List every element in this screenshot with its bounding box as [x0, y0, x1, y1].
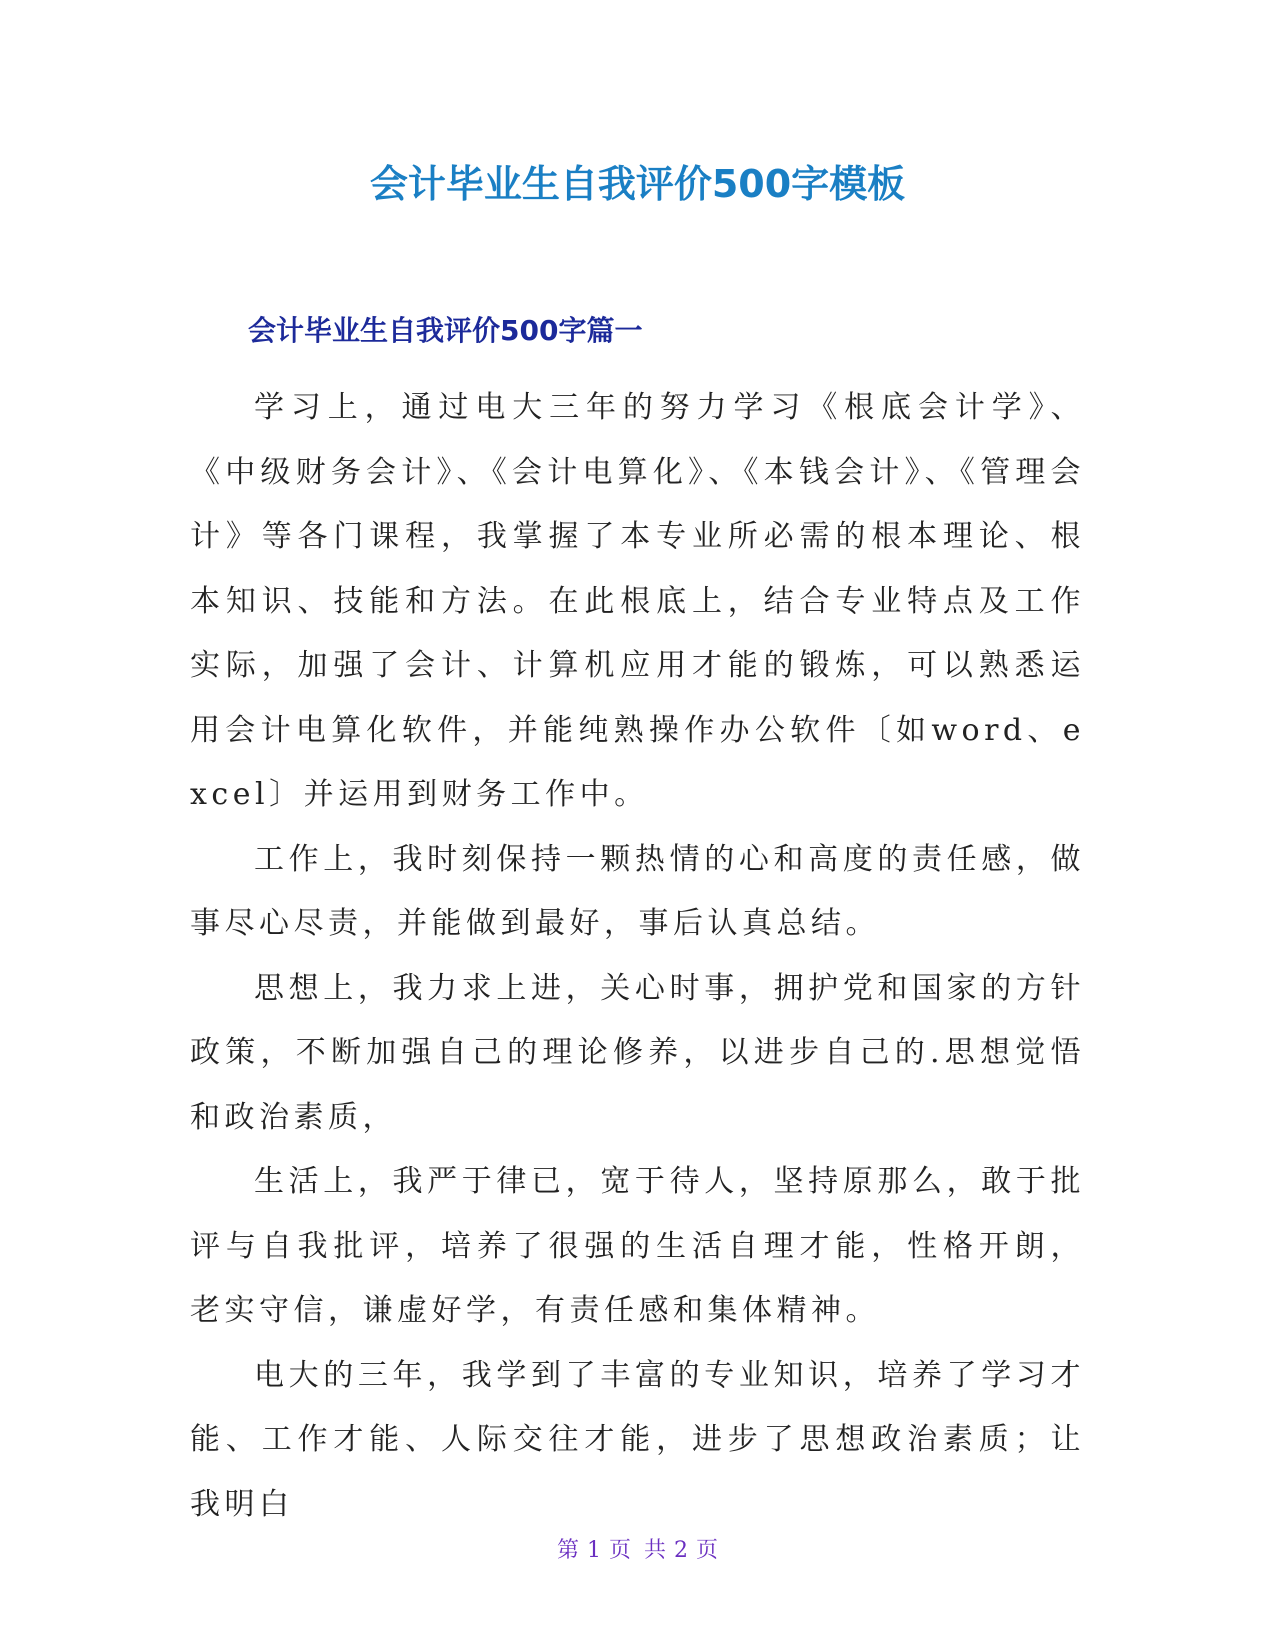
footer-total-pages: 2 — [674, 1538, 688, 1563]
document-title: 会计毕业生自我评价500字模板 — [369, 162, 906, 206]
paragraph-life: 生活上，我严于律已，宽于待人，坚持原那么，敢于批评与自我批评，培养了很强的生活自理才能，性格开朗，老实守信，谦虚好学，有责任感和集体精神。 — [190, 1164, 1085, 1328]
document-body — [190, 376, 1085, 1537]
paragraph-study: 学习上，通过电大三年的努力学习《根底会计学》、《中级财务会计》、《会计电算化》、《本钱会计》、《管理会计》等各门课程，我掌握了本专业所必需的根本理论、根本知识、技能和方法。在此根底上，结合专业特点及工作实际，加强了会计、计算机应用才能的锻炼，可以熟悉运用会计电算化软件，并能纯熟操作办公软件〔如word、excel〕并运用到财务工作中。 — [190, 390, 1085, 812]
paragraph-thought: 思想上，我力求上进，关心时事，拥护党和国家的方针政策，不断加强自己的理论修养，以进步自己的.思想觉悟和政治素质， — [190, 970, 1085, 1135]
footer-current-page: 1 — [587, 1538, 601, 1563]
paragraph-summary: 电大的三年，我学到了丰富的专业知识，培养了学习才能、工作才能、人际交往才能，进步了思想政治素质；让我明白 — [190, 1357, 1085, 1522]
footer-mid: 页 共 — [609, 1538, 666, 1563]
footer-suffix: 页 — [696, 1538, 719, 1563]
page-footer — [0, 1536, 1275, 1566]
footer-prefix: 第 — [556, 1538, 579, 1563]
paragraph-work: 工作上，我时刻保持一颗热情的心和高度的责任感，做事尽心尽责，并能做到最好，事后认真总结。 — [190, 841, 1085, 941]
section-heading: 会计毕业生自我评价500字篇一 — [248, 314, 643, 347]
